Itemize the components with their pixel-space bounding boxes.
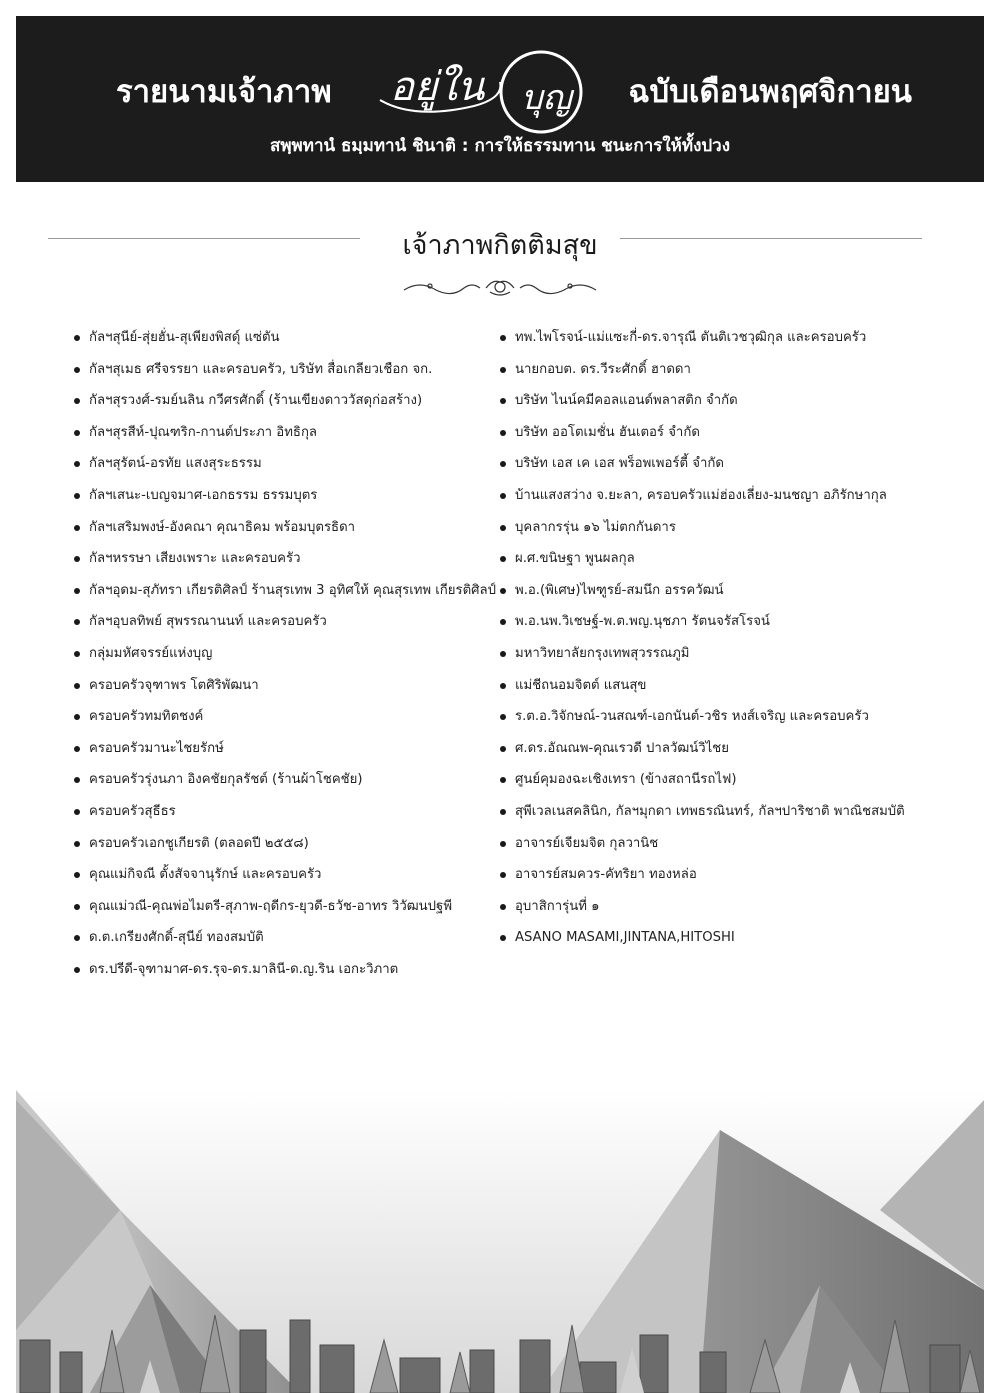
bullet-icon — [500, 367, 506, 373]
bullet-icon — [500, 935, 506, 941]
section-title: เจ้าภาพกิตติมสุข — [402, 230, 598, 261]
donor-name: อาจารย์เจียมจิต กุลวานิช — [515, 835, 659, 851]
donor-name: บริษัท ออโตเมชั่น ฮันเตอร์ จำกัด — [515, 424, 700, 440]
donor-name: สุพีเวลเนสคลินิก, กัลฯมุกดา เทพธรณินทร์, กัลฯปาริชาติ พาณิชสมบัติ — [515, 803, 905, 819]
donor-list-item — [74, 959, 504, 991]
bullet-icon — [74, 493, 80, 499]
inboon-logo — [374, 42, 584, 138]
donor-list-item — [500, 801, 940, 833]
donor-list-right — [500, 327, 940, 959]
donor-name: กัลฯสุรัตน์-อรทัย แสงสุระธรรม — [89, 456, 262, 472]
bullet-icon — [74, 430, 80, 436]
donor-list-item — [74, 927, 504, 959]
bullet-icon — [500, 588, 506, 594]
donor-name: อุบาสิการุ่นที่ ๑ — [515, 898, 600, 914]
donor-name: ครอบครัวเอกชูเกียรติ (ตลอดปี ๒๕๕๘) — [89, 835, 309, 851]
bullet-icon — [74, 967, 80, 973]
bullet-icon — [500, 398, 506, 404]
donor-list-item — [74, 769, 504, 801]
donor-name: ด.ต.เกรียงศักดิ์-สุนีย์ ทองสมบัติ — [89, 930, 264, 946]
bullet-icon — [500, 430, 506, 436]
bullet-icon — [74, 935, 80, 941]
donor-name: กัลฯสุรวงศ์-รมย์นลิน กวีศรศักดิ์ (ร้านเขียงดาววัสดุก่อสร้าง) — [89, 393, 423, 409]
bullet-icon — [74, 588, 80, 594]
donor-name: อาจารย์สมควร-คัทริยา ทองหล่อ — [515, 867, 697, 883]
bullet-icon — [74, 525, 80, 531]
donor-list-item — [500, 864, 940, 896]
donor-list-item — [500, 927, 940, 959]
donor-list-item — [74, 643, 504, 675]
donor-name: คุณแม่วณี-คุณพ่อไมตรี-สุภาพ-ฤดีกร-ยุวดี-ธวัช-อาทร วิวัฒนปฐพี — [89, 898, 453, 914]
donor-list-item — [500, 453, 940, 485]
donor-list-item — [74, 896, 504, 928]
pyramids-crystal-city-illustration — [0, 1090, 1000, 1393]
donor-list-item — [74, 390, 504, 422]
donor-list-item — [74, 327, 504, 359]
donor-list-item — [500, 517, 940, 549]
donor-list-item — [74, 864, 504, 896]
bullet-icon — [500, 651, 506, 657]
bullet-icon — [500, 904, 506, 910]
donor-list-item — [74, 453, 504, 485]
donor-name: กลุ่มมหัศจรรย์แห่งบุญ — [89, 645, 213, 661]
divider-line-right — [620, 238, 922, 239]
donor-list-item — [74, 801, 504, 833]
donor-list-item — [500, 896, 940, 928]
donor-name: พ.อ.นพ.วิเชษฐ์-พ.ต.พญ.นุชภา รัตนจรัสโรจน์ — [515, 614, 770, 630]
donor-list-item — [500, 738, 940, 770]
donor-list-item — [74, 833, 504, 865]
donor-name: บริษัท ไนน์คมีคอลแอนด์พลาสติก จำกัด — [515, 393, 738, 409]
bullet-icon — [74, 556, 80, 562]
bullet-icon — [500, 777, 506, 783]
bullet-icon — [74, 619, 80, 625]
donor-name: แม่ชีถนอมจิตต์ แสนสุข — [515, 677, 647, 693]
donor-name: บุคลากรรุ่น ๑๖ ไม่ตกกันดาร — [515, 519, 676, 535]
bullet-icon — [74, 809, 80, 815]
header-title-right: ฉบับเดือนพฤศจิกายน — [628, 74, 912, 110]
donor-list-item — [500, 643, 940, 675]
donor-name: คุณแม่กิจณี ตั้งสัจจานุรักษ์ และครอบครัว — [89, 867, 322, 883]
donor-list-item — [500, 675, 940, 707]
bullet-icon — [74, 398, 80, 404]
donor-name: ครอบครัวทมทิตชงค์ — [89, 709, 204, 725]
donor-list-item — [500, 580, 940, 612]
donor-name: บริษัท เอส เค เอส พร็อพเพอร์ตี้ จำกัด — [515, 456, 724, 472]
donor-name: ศ.ดร.อัณณพ-คุณเรวดี ปาลวัฒน์วิไชย — [515, 740, 729, 756]
donor-list-item — [500, 706, 940, 738]
bullet-icon — [500, 556, 506, 562]
donor-list-item — [500, 359, 940, 391]
bullet-icon — [500, 872, 506, 878]
donor-name: มหาวิทยาลัยกรุงเทพสุวรรณภูมิ — [515, 645, 690, 661]
bullet-icon — [74, 841, 80, 847]
bullet-icon — [500, 461, 506, 467]
bullet-icon — [500, 809, 506, 815]
donor-name: กัลฯสุรสีห์-ปุณฑริก-กานต์ประภา อิทธิกุล — [89, 424, 318, 440]
donor-name: ศูนย์คุมองฉะเชิงเทรา (ข้างสถานีรถไฟ) — [515, 772, 737, 788]
donor-name: กัลฯหรรษา เสียงเพราะ และครอบครัว — [89, 551, 301, 567]
donor-list-left — [74, 327, 504, 990]
donor-list-item — [74, 485, 504, 517]
bullet-icon — [74, 651, 80, 657]
donor-list-item — [74, 706, 504, 738]
donor-list-item — [74, 422, 504, 454]
donor-name: ครอบครัวรุ่งนภา อิงคชัยกุลรัชต์ (ร้านผ้าโชคชัย) — [89, 772, 363, 788]
bullet-icon — [74, 367, 80, 373]
bullet-icon — [74, 746, 80, 752]
donor-list-item — [74, 359, 504, 391]
donor-name: ASANO MASAMI,JINTANA,HITOSHI — [515, 930, 735, 946]
bullet-icon — [74, 335, 80, 341]
bullet-icon — [500, 525, 506, 531]
donor-list-item — [500, 485, 940, 517]
donor-name: นายกอบต. ดร.วีระศักดิ์ ฮาดดา — [515, 361, 691, 377]
donor-list-item — [500, 390, 940, 422]
donor-name: กัลฯสุเมธ ศรีจรรยา และครอบครัว, บริษัท สื่อเกลียวเชือก จก. — [89, 361, 433, 377]
donor-list-item — [74, 675, 504, 707]
scroll-ornament-icon — [400, 276, 600, 300]
bullet-icon — [500, 493, 506, 499]
donor-list-item — [74, 611, 504, 643]
donor-name: ครอบครัวสุธีธร — [89, 803, 176, 819]
donor-name: ครอบครัวมานะไชยรักษ์ — [89, 740, 224, 756]
donor-list-item — [500, 327, 940, 359]
bullet-icon — [74, 461, 80, 467]
donor-list-item — [74, 517, 504, 549]
bullet-icon — [74, 777, 80, 783]
donor-list-item — [74, 548, 504, 580]
donor-list-item — [500, 833, 940, 865]
donor-name: กัลฯสุนีย์-สุ่ยฮั่น-สุเพียงพิสดุ์ แซ่ตัน — [89, 330, 280, 345]
donor-name: ร.ต.อ.วิจักษณ์-วนสณฑ์-เอกนันต์-วชิร หงส์เจริญ และครอบครัว — [515, 709, 869, 725]
bullet-icon — [74, 872, 80, 878]
logo-word-in: อยู่ใน — [390, 64, 485, 110]
donor-name: พ.อ.(พิเศษ)ไพฑูรย์-สมนึก อรรควัฒน์ — [515, 582, 724, 598]
donor-list-item — [500, 769, 940, 801]
bullet-icon — [74, 904, 80, 910]
bullet-icon — [500, 335, 506, 341]
donor-list-item — [500, 422, 940, 454]
logo-word-boon: บุญ — [521, 78, 572, 118]
donor-name: กัลฯอุดม-สุภัทรา เกียรติศิลป์ ร้านสุรเทพ 3 อุทิศให้ คุณสุรเทพ เกียรติศิลป์ — [89, 582, 496, 598]
bullet-icon — [500, 619, 506, 625]
donor-list-item — [74, 738, 504, 770]
donor-name: ผ.ศ.ขนิษฐา พูนผลกุล — [515, 551, 635, 567]
donor-name: บ้านแสงสว่าง จ.ยะลา, ครอบครัวแม่ฮ่องเลี่ยง-มนชญา อภิรักษากุล — [515, 487, 887, 503]
bullet-icon — [74, 683, 80, 689]
donor-name: กัลฯเสริมพงษ์-อังคณา คุณาธิคม พร้อมบุตรธิดา — [89, 519, 356, 535]
donor-name: ทพ.ไพโรจน์-แม่แซะกี่-ดร.จารุณี ตันติเวชวุฒิกุล และครอบครัว — [515, 330, 867, 345]
header-subtitle: สพฺพทานํ ธมฺมทานํ ชินาติ : การให้ธรรมทาน ชนะการให้ทั้งปวง — [269, 136, 731, 156]
bullet-icon — [500, 841, 506, 847]
donor-name: ดร.ปรีดี-จุฑามาศ-ดร.รุจ-ดร.มาลินี-ด.ญ.ริน เอกะวิภาต — [89, 961, 399, 977]
header-banner — [16, 16, 984, 182]
donor-list-item — [500, 548, 940, 580]
donor-list-item — [74, 580, 504, 612]
bullet-icon — [500, 746, 506, 752]
donor-name: ครอบครัวจุฑาพร โตศิริพัฒนา — [89, 677, 259, 693]
bullet-icon — [500, 683, 506, 689]
bullet-icon — [500, 714, 506, 720]
donor-list-item — [500, 611, 940, 643]
donor-name: กัลฯเสนะ-เบญจมาศ-เอกธรรม ธรรมบุตร — [89, 487, 318, 503]
bullet-icon — [74, 714, 80, 720]
donor-name: กัลฯอุบลทิพย์ สุพรรณานนท์ และครอบครัว — [89, 614, 327, 630]
header-title-left: รายนามเจ้าภาพ — [116, 74, 332, 110]
